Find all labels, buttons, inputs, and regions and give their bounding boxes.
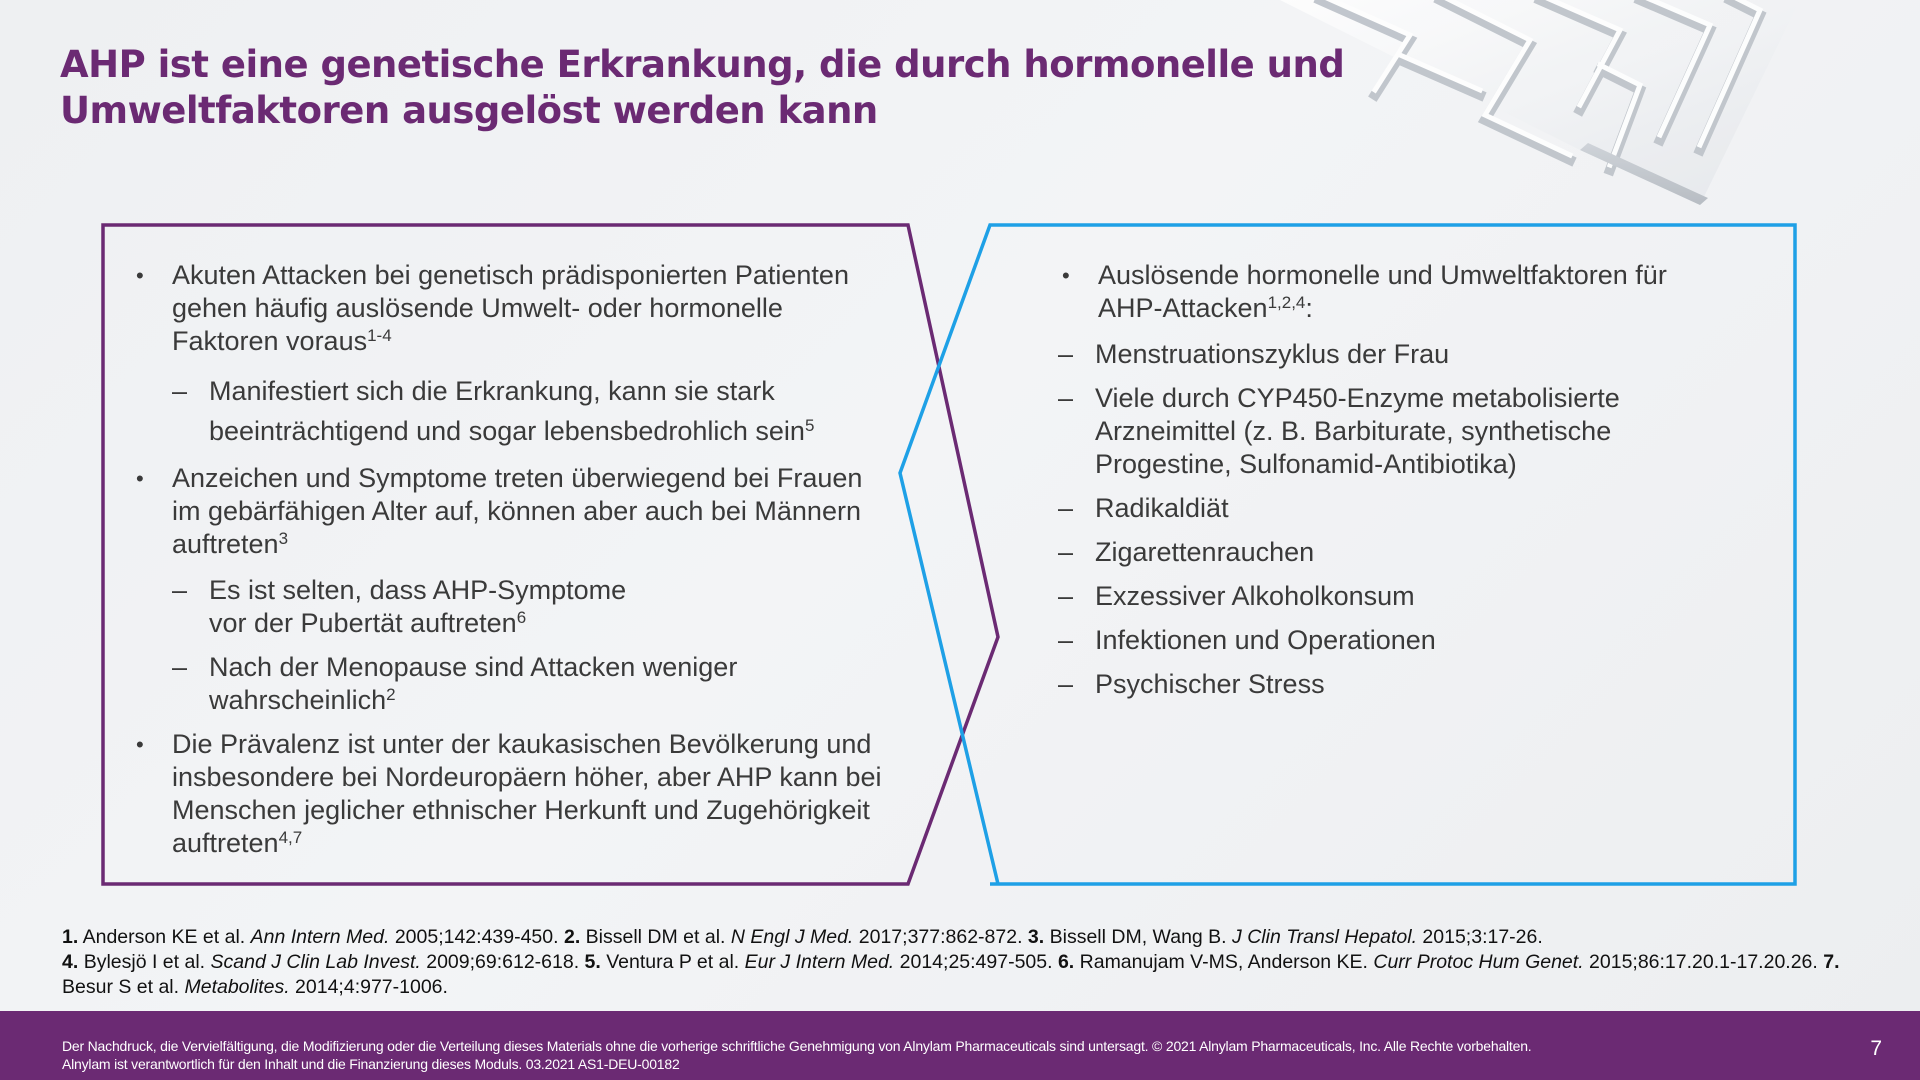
bullet-text: Akuten Attacken bei genetisch prädisponierten Patienten gehen häufig auslösende Umwelt- oder hormonelle Faktoren voraus xyxy=(172,260,849,356)
citation: 5 xyxy=(804,416,815,435)
citation: 2 xyxy=(386,685,396,704)
citation: 1,2,4 xyxy=(1267,293,1306,312)
dash-marker: – xyxy=(172,652,188,682)
trigger-text: Psychischer Stress xyxy=(1095,669,1325,699)
trigger-item xyxy=(1018,382,1758,481)
sub-menopause xyxy=(132,651,892,717)
citation: 4,7 xyxy=(278,828,303,847)
footer-bar xyxy=(0,1011,1920,1080)
dash-marker: – xyxy=(1058,493,1074,523)
dash-marker: – xyxy=(1058,537,1074,567)
trigger-item xyxy=(1018,668,1758,701)
sub-text-line2: vor der Pubertät auftreten xyxy=(209,608,517,638)
reference-6: 6. Ramanujam V-MS, Anderson KE. Curr Protoc Hum Genet. 2015;86:17.20.1-17.20.26. xyxy=(1057,951,1818,973)
trigger-text: Menstruationszyklus der Frau xyxy=(1095,339,1450,369)
reference-4: 4. Bylesjö I et al. Scand J Clin Lab Invest. 2009;69:612-618. xyxy=(62,951,580,973)
bullet-prevalence xyxy=(132,728,892,860)
bullet-marker: • xyxy=(1062,263,1070,288)
citation: 3 xyxy=(278,529,289,548)
page-number: 7 xyxy=(1870,1037,1882,1060)
bullet-triggers xyxy=(1058,259,1758,325)
dash-marker: – xyxy=(1058,669,1074,699)
trigger-text: Exzessiver Alkoholkonsum xyxy=(1095,581,1415,611)
bullet-text: Anzeichen und Symptome treten überwiegend bei Frauen im gebärfähigen Alter auf, können aber auch bei Männern auftreten xyxy=(172,463,863,559)
trigger-text: Infektionen und Operationen xyxy=(1095,625,1436,655)
bullet-text: Die Prävalenz ist unter der kaukasischen Bevölkerung und insbesondere bei Nordeuropäern höher, aber AHP kann bei Menschen jeglicher ethnischer Herkunft und Zugehörigkeit auftreten xyxy=(172,729,882,858)
dash-marker: – xyxy=(1058,625,1074,655)
bullet-women xyxy=(132,462,892,561)
legal-notice xyxy=(62,1037,1822,1073)
bullet-marker: • xyxy=(136,466,144,491)
slide-title: AHP ist eine genetische Erkrankung, die durch hormonelle und Umweltfaktoren ausgelöst werden kann xyxy=(60,43,1345,132)
dash-marker: – xyxy=(172,575,188,605)
dash-marker: – xyxy=(172,376,188,406)
left-panel xyxy=(132,259,892,873)
bullet-predisposition xyxy=(132,259,892,358)
citation: 6 xyxy=(516,608,527,627)
sub-text-line1: Es ist selten, dass AHP-Symptome xyxy=(209,575,627,605)
references xyxy=(62,925,1862,1000)
dash-marker: – xyxy=(1058,581,1074,611)
bullet-text-line1: Auslösende hormonelle und Umweltfaktoren für xyxy=(1098,260,1667,290)
right-panel xyxy=(1058,259,1758,712)
reference-5: 5. Ventura P et al. Eur J Intern Med. 2014;25:497-505. xyxy=(584,951,1053,973)
trigger-item xyxy=(1018,536,1758,569)
bullet-marker: • xyxy=(136,263,144,288)
trigger-item xyxy=(1018,580,1758,613)
citation: 1-4 xyxy=(367,326,392,345)
dash-marker: – xyxy=(1058,339,1074,369)
legal-line-2: Alnylam ist verantwortlich für den Inhalt und die Finanzierung dieses Moduls. 03.2021 AS1-DEU-00182 xyxy=(62,1056,680,1072)
reference-1: 1. Anderson KE et al. Ann Intern Med. 2005;142:439-450. xyxy=(62,926,559,948)
trigger-text: Radikaldiät xyxy=(1095,493,1229,523)
reference-7: 7. Besur S et al. Metabolites. 2014;4:977-1006. xyxy=(62,951,1840,998)
legal-line-1: Der Nachdruck, die Vervielfältigung, die Modifizierung oder die Verteilung dieses Materials ohne die vorherige schriftliche Genehmigung von Alnylam Pharmaceuticals sind untersagt. © 2021 Alnylam Pharmaceuticals, Inc. Alle Rechte vorbehalten. xyxy=(62,1038,1532,1054)
sub-manifestation xyxy=(132,371,892,451)
trigger-item xyxy=(1018,624,1758,657)
bullet-text-line2: AHP-Attacken xyxy=(1098,293,1268,323)
trigger-item xyxy=(1018,492,1758,525)
sub-puberty xyxy=(132,574,892,640)
reference-2: 2. Bissell DM et al. N Engl J Med. 2017;377:862-872. xyxy=(563,926,1023,948)
colon: : xyxy=(1305,293,1313,323)
trigger-item xyxy=(1018,338,1758,371)
bullet-marker: • xyxy=(136,732,144,757)
dash-marker: – xyxy=(1058,383,1074,413)
reference-3: 3. Bissell DM, Wang B. J Clin Transl Hepatol. 2015;3:17-26. xyxy=(1027,926,1543,948)
trigger-text: Viele durch CYP450-Enzyme metabolisierte Arzneimittel (z. B. Barbiturate, synthetische Progestine, Sulfonamid-Antibiotika) xyxy=(1095,383,1620,479)
sub-text: Nach der Menopause sind Attacken weniger wahrscheinlich xyxy=(209,652,738,715)
trigger-text: Zigarettenrauchen xyxy=(1095,537,1315,567)
sub-text: Manifestiert sich die Erkrankung, kann sie stark beeinträchtigend und sogar lebensbedrohlich sein xyxy=(209,376,805,446)
